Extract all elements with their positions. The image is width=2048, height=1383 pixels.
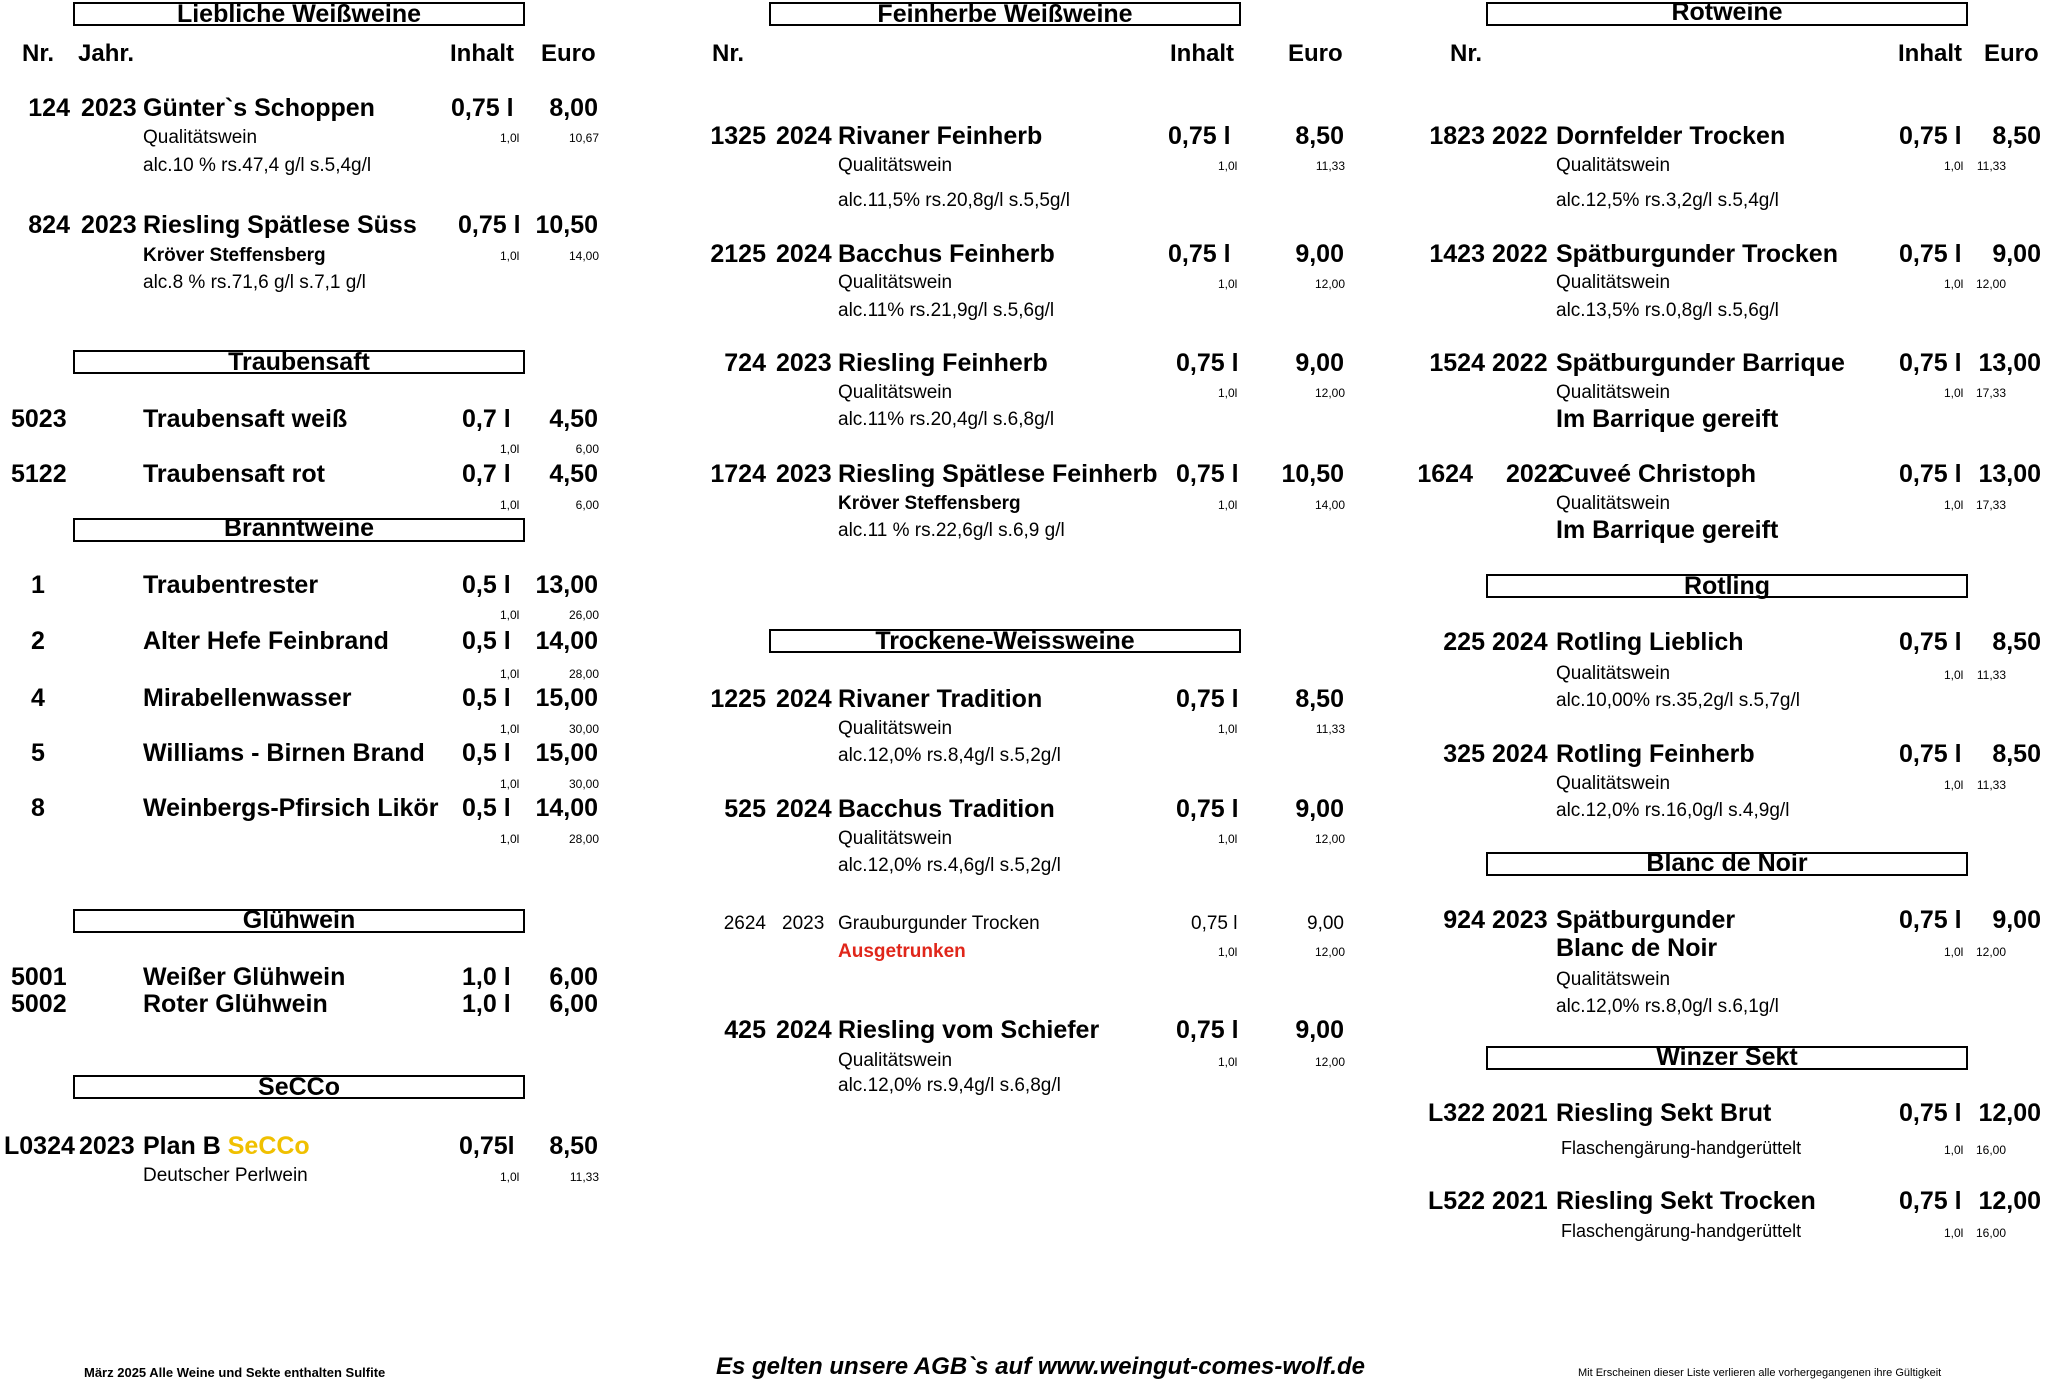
item-analysis: alc.12,0% rs.8,0g/l s.6,1g/l bbox=[1556, 996, 1779, 1017]
item-price: 8,50 bbox=[1992, 122, 2041, 150]
item-volume: 0,5 l bbox=[462, 794, 511, 822]
item-volume: 0,75 l bbox=[1176, 460, 1239, 488]
item-volume: 1,0 l bbox=[462, 990, 511, 1018]
item-literprice: 14,00 bbox=[1314, 498, 1345, 512]
item-price: 12,00 bbox=[1978, 1099, 2041, 1127]
item-name: Günter`s Schoppen bbox=[143, 94, 375, 122]
item-nr: 1 bbox=[31, 571, 45, 599]
item-literprice: 11,33 bbox=[1976, 159, 2006, 173]
item-literprice: 16,00 bbox=[1975, 1143, 2006, 1157]
item-year: 2023 bbox=[81, 211, 137, 239]
item-literprice: 12,00 bbox=[1314, 277, 1345, 291]
item-name: Spätburgunder bbox=[1556, 906, 1736, 934]
item-price: 9,00 bbox=[1295, 1016, 1344, 1044]
item-literprice: 11,33 bbox=[1315, 722, 1345, 736]
item-quality: Deutscher Perlwein bbox=[143, 1165, 308, 1186]
col2-header-nr: Nr. bbox=[712, 40, 745, 67]
item-year: 2022 bbox=[1492, 122, 1548, 150]
item-volume: 0,75 l bbox=[1176, 1016, 1239, 1044]
item-analysis: alc.11% rs.20,4g/l s.6,8g/l bbox=[838, 409, 1055, 430]
item-liter: 1,0l bbox=[500, 1170, 520, 1184]
section-traubensaft: Traubensaft bbox=[73, 350, 525, 374]
item-price: 13,00 bbox=[1978, 460, 2041, 488]
item-price: 10,50 bbox=[1281, 460, 1344, 488]
item-literprice: 17,33 bbox=[1975, 498, 2006, 512]
item-literprice: 11,33 bbox=[1315, 159, 1345, 173]
item-price: 9,00 bbox=[1295, 795, 1344, 823]
item-year: 2022 bbox=[1492, 349, 1548, 377]
item-year: 2021 bbox=[1492, 1187, 1548, 1215]
item-quality: Qualitätswein bbox=[1556, 155, 1671, 176]
item-nr: 8 bbox=[31, 794, 45, 822]
item-quality: Qualitätswein bbox=[838, 1050, 953, 1071]
item-price: 8,50 bbox=[1992, 628, 2041, 656]
section-feinherbe: Feinherbe Weißweine bbox=[769, 2, 1241, 26]
item-liter: 1,0l bbox=[500, 777, 520, 791]
item-literprice: 11,33 bbox=[1976, 778, 2006, 792]
item-analysis: alc.11 % rs.22,6g/l s.6,9 g/l bbox=[838, 520, 1065, 541]
item-nr: 1225 bbox=[710, 685, 766, 713]
item-price: 10,50 bbox=[535, 211, 598, 239]
item-analysis: alc.12,5% rs.3,2g/l s.5,4g/l bbox=[1556, 190, 1779, 211]
item-volume: 0,7 l bbox=[462, 405, 511, 433]
item-name: Riesling Spätlese Süss bbox=[143, 211, 417, 239]
item-nr: 425 bbox=[724, 1016, 766, 1044]
item-nr: 124 bbox=[28, 94, 70, 122]
item-name: Cuveé Christoph bbox=[1556, 460, 1757, 488]
item-volume: 0,75 l bbox=[1899, 349, 1962, 377]
item-analysis: alc.10,00% rs.35,2g/l s.5,7g/l bbox=[1556, 690, 1800, 711]
item-name: Weinbergs-Pfirsich Likör bbox=[143, 794, 439, 822]
item-year: 2021 bbox=[1492, 1099, 1548, 1127]
item-liter: 1,0l bbox=[1218, 1055, 1238, 1069]
section-secco: SeCCo bbox=[73, 1075, 525, 1099]
item-nr: 2624 bbox=[723, 913, 766, 934]
item-liter: 1,0l bbox=[500, 131, 520, 145]
item-name: Traubensaft weiß bbox=[143, 405, 348, 433]
soldout-label: Ausgetrunken bbox=[838, 941, 966, 962]
item-volume: 0,5 l bbox=[462, 739, 511, 767]
section-trockene: Trockene-Weissweine bbox=[769, 629, 1241, 653]
item-year: 2023 bbox=[79, 1132, 135, 1160]
section-blanc: Blanc de Noir bbox=[1486, 852, 1968, 876]
item-quality: Qualitätswein bbox=[838, 272, 953, 293]
item-liter: 1,0l bbox=[1944, 945, 1964, 959]
item-year: 2023 bbox=[776, 349, 832, 377]
item-name: Grauburgunder Trocken bbox=[838, 913, 1040, 934]
item-price: 8,50 bbox=[1992, 740, 2041, 768]
item-nr: 1724 bbox=[710, 460, 766, 488]
item-volume: 0,5 l bbox=[462, 684, 511, 712]
item-literprice: 28,00 bbox=[568, 832, 599, 846]
item-literprice: 28,00 bbox=[568, 667, 599, 681]
item-name: Weißer Glühwein bbox=[143, 963, 346, 991]
item-quality: Qualitätswein bbox=[838, 382, 953, 403]
item-volume: 0,75 l bbox=[1899, 460, 1962, 488]
col2-header-inhalt: Inhalt bbox=[1170, 40, 1234, 67]
footer-agb-link[interactable]: Es gelten unsere AGB`s auf www.weingut-comes-wolf.de bbox=[716, 1353, 1365, 1380]
item-quality: Qualitätswein bbox=[1556, 272, 1671, 293]
item-liter: 1,0l bbox=[1218, 945, 1238, 959]
item-quality: Qualitätswein bbox=[838, 155, 953, 176]
item-literprice: 12,00 bbox=[1314, 945, 1345, 959]
item-name: Riesling vom Schiefer bbox=[838, 1016, 1100, 1044]
item-quality: Qualitätswein bbox=[1556, 969, 1671, 990]
item-nr: 525 bbox=[724, 795, 766, 823]
item-liter: 1,0l bbox=[500, 722, 520, 736]
item-literprice: 11,33 bbox=[1976, 668, 2006, 682]
item-name: Bacchus Tradition bbox=[838, 795, 1055, 823]
item-liter: 1,0l bbox=[1944, 1143, 1964, 1157]
item-name: Riesling Spätlese Feinherb bbox=[838, 460, 1158, 488]
item-price: 8,50 bbox=[549, 1132, 598, 1160]
item-name-accent: SeCCo bbox=[227, 1132, 310, 1160]
item-volume: 0,75 l bbox=[1168, 240, 1231, 268]
item-price: 9,00 bbox=[1307, 913, 1344, 934]
item-liter: 1,0l bbox=[500, 498, 520, 512]
item-nr: 924 bbox=[1443, 906, 1485, 934]
item-volume: 0,75 l bbox=[1168, 122, 1231, 150]
section-rotling: Rotling bbox=[1486, 574, 1968, 598]
item-nr: 1325 bbox=[710, 122, 766, 150]
item-price: 9,00 bbox=[1992, 240, 2041, 268]
item-literprice: 14,00 bbox=[568, 249, 599, 263]
item-liter: 1,0l bbox=[1944, 277, 1964, 291]
item-name: Traubentrester bbox=[143, 571, 319, 599]
item-name: Bacchus Feinherb bbox=[838, 240, 1055, 268]
item-nr: L0324 bbox=[4, 1132, 75, 1160]
item-name: Rotling Lieblich bbox=[1556, 628, 1744, 656]
col1-header-euro: Euro bbox=[541, 40, 596, 67]
item-price: 8,00 bbox=[549, 94, 598, 122]
footer-sulfite-note: März 2025 Alle Weine und Sekte enthalten Sulfite bbox=[84, 1365, 386, 1380]
item-volume: 0,75 l bbox=[1899, 1187, 1962, 1215]
item-price: 9,00 bbox=[1295, 349, 1344, 377]
item-year: 2024 bbox=[776, 795, 832, 823]
item-name: Rotling Feinherb bbox=[1556, 740, 1755, 768]
item-literprice: 30,00 bbox=[568, 722, 599, 736]
col3-header-inhalt: Inhalt bbox=[1898, 40, 1962, 67]
item-price: 8,50 bbox=[1295, 685, 1344, 713]
item-name: Rivaner Feinherb bbox=[838, 122, 1043, 150]
item-quality: Flaschengärung-handgerüttelt bbox=[1561, 1221, 1802, 1241]
item-liter: 1,0l bbox=[1218, 159, 1238, 173]
item-liter: 1,0l bbox=[1218, 277, 1238, 291]
item-name: Alter Hefe Feinbrand bbox=[143, 627, 389, 655]
item-year: 2023 bbox=[81, 94, 137, 122]
item-volume: 0,75l bbox=[459, 1132, 515, 1160]
col1-header-jahr: Jahr. bbox=[78, 40, 135, 67]
item-volume: 0,5 l bbox=[462, 571, 511, 599]
item-quality: Qualitätswein bbox=[143, 127, 258, 148]
item-analysis: alc.11,5% rs.20,8g/l s.5,5g/l bbox=[838, 190, 1070, 211]
section-gluehwein: Glühwein bbox=[73, 909, 525, 933]
item-quality: Kröver Steffensberg bbox=[838, 493, 1021, 514]
item-price: 4,50 bbox=[549, 405, 598, 433]
footer-validity-note: Mit Erscheinen dieser Liste verlieren alle vorhergegangenen ihre Gültigkeit bbox=[1578, 1367, 1942, 1379]
item-liter: 1,0l bbox=[1944, 668, 1964, 682]
item-year: 2024 bbox=[1492, 740, 1548, 768]
item-liter: 1,0l bbox=[500, 249, 520, 263]
item-literprice: 11,33 bbox=[569, 1170, 599, 1184]
item-nr: L522 bbox=[1428, 1187, 1485, 1215]
item-name: Williams - Birnen Brand bbox=[143, 739, 425, 767]
item-quality: Kröver Steffensberg bbox=[143, 245, 326, 266]
item-analysis: alc.12,0% rs.9,4g/l s.6,8g/l bbox=[838, 1075, 1061, 1096]
section-branntweine: Branntweine bbox=[73, 518, 525, 542]
item-nr: 225 bbox=[1443, 628, 1485, 656]
item-nr: 2 bbox=[31, 627, 45, 655]
item-liter: 1,0l bbox=[500, 832, 520, 846]
item-year: 2023 bbox=[776, 460, 832, 488]
item-quality: Qualitätswein bbox=[838, 828, 953, 849]
item-year: 2022 bbox=[1506, 460, 1562, 488]
item-literprice: 12,00 bbox=[1975, 277, 2006, 291]
item-nr: 824 bbox=[28, 211, 70, 239]
item-price: 8,50 bbox=[1295, 122, 1344, 150]
item-nr: L322 bbox=[1428, 1099, 1485, 1127]
item-price: 6,00 bbox=[549, 963, 598, 991]
item-price: 15,00 bbox=[535, 684, 598, 712]
item-name: Riesling Sekt Brut bbox=[1556, 1099, 1772, 1127]
item-analysis: alc.12,0% rs.16,0g/l s.4,9g/l bbox=[1556, 800, 1790, 821]
item-price: 6,00 bbox=[549, 990, 598, 1018]
item-literprice: 6,00 bbox=[575, 442, 599, 456]
item-analysis: alc.12,0% rs.4,6g/l s.5,2g/l bbox=[838, 855, 1061, 876]
item-nr: 5002 bbox=[11, 990, 67, 1018]
item-literprice: 26,00 bbox=[568, 608, 599, 622]
item-name: Spätburgunder Barrique bbox=[1556, 349, 1845, 377]
item-literprice: 12,00 bbox=[1314, 386, 1345, 400]
item-nr: 1524 bbox=[1429, 349, 1485, 377]
item-literprice: 12,00 bbox=[1975, 945, 2006, 959]
item-name: Mirabellenwasser bbox=[143, 684, 352, 712]
item-liter: 1,0l bbox=[500, 442, 520, 456]
item-analysis: alc.10 % rs.47,4 g/l s.5,4g/l bbox=[143, 155, 372, 176]
item-literprice: 30,00 bbox=[568, 777, 599, 791]
col2-header-euro: Euro bbox=[1288, 40, 1343, 67]
item-volume: 0,7 l bbox=[462, 460, 511, 488]
item-nr: 5 bbox=[31, 739, 45, 767]
item-quality: Qualitätswein bbox=[1556, 382, 1671, 403]
item-liter: 1,0l bbox=[500, 667, 520, 681]
col3-header-nr: Nr. bbox=[1450, 40, 1483, 67]
item-name-main: Plan B bbox=[143, 1132, 228, 1160]
item-literprice: 10,67 bbox=[568, 131, 599, 145]
section-sekt: Winzer Sekt bbox=[1486, 1046, 1968, 1070]
item-year: 2024 bbox=[776, 685, 832, 713]
item-price: 12,00 bbox=[1978, 1187, 2041, 1215]
item-volume: 0,75 l bbox=[458, 211, 521, 239]
item-price: 9,00 bbox=[1992, 906, 2041, 934]
item-volume: 1,0 l bbox=[462, 963, 511, 991]
section-rotweine: Rotweine bbox=[1486, 2, 1968, 26]
item-year: 2024 bbox=[776, 122, 832, 150]
item-quality: Flaschengärung-handgerüttelt bbox=[1561, 1138, 1802, 1158]
item-literprice: 12,00 bbox=[1314, 832, 1345, 846]
item-year: 2023 bbox=[782, 913, 825, 934]
item-volume: 0,75 l bbox=[1176, 685, 1239, 713]
item-volume: 0,75 l bbox=[1176, 795, 1239, 823]
item-volume: 0,75 l bbox=[1191, 913, 1238, 934]
item-liter: 1,0l bbox=[1944, 386, 1964, 400]
section-liebliche: Liebliche Weißweine bbox=[73, 2, 525, 26]
item-price: 13,00 bbox=[1978, 349, 2041, 377]
item-nr: 325 bbox=[1443, 740, 1485, 768]
item-analysis: alc.13,5% rs.0,8g/l s.5,6g/l bbox=[1556, 300, 1779, 321]
item-quality: Qualitätswein bbox=[838, 718, 953, 739]
item-liter: 1,0l bbox=[1218, 722, 1238, 736]
item-volume: 0,75 l bbox=[1899, 122, 1962, 150]
item-quality: Qualitätswein bbox=[1556, 663, 1671, 684]
item-liter: 1,0l bbox=[1944, 778, 1964, 792]
item-volume: 0,75 l bbox=[1899, 628, 1962, 656]
item-analysis: alc.12,0% rs.8,4g/l s.5,2g/l bbox=[838, 745, 1061, 766]
item-name bbox=[143, 1134, 310, 1159]
item-name-line2: Blanc de Noir bbox=[1556, 934, 1718, 962]
col1-header-inhalt: Inhalt bbox=[450, 40, 514, 67]
item-nr: 4 bbox=[31, 684, 45, 712]
item-volume: 0,75 l bbox=[1899, 240, 1962, 268]
item-nr: 5023 bbox=[11, 405, 67, 433]
item-analysis: alc.11% rs.21,9g/l s.5,6g/l bbox=[838, 300, 1055, 321]
item-volume: 0,75 l bbox=[1899, 740, 1962, 768]
col3-header-euro: Euro bbox=[1984, 40, 2039, 67]
item-liter: 1,0l bbox=[500, 608, 520, 622]
item-year: 2022 bbox=[1492, 240, 1548, 268]
item-literprice: 17,33 bbox=[1975, 386, 2006, 400]
item-price: 14,00 bbox=[535, 627, 598, 655]
item-note: Im Barrique gereift bbox=[1556, 516, 1779, 544]
item-name: Riesling Feinherb bbox=[838, 349, 1048, 377]
item-year: 2024 bbox=[776, 1016, 832, 1044]
item-literprice: 16,00 bbox=[1975, 1226, 2006, 1240]
item-nr: 724 bbox=[724, 349, 766, 377]
item-name: Traubensaft rot bbox=[143, 460, 325, 488]
item-price: 14,00 bbox=[535, 794, 598, 822]
item-note: Im Barrique gereift bbox=[1556, 405, 1779, 433]
item-name: Dornfelder Trocken bbox=[1556, 122, 1786, 150]
item-volume: 0,75 l bbox=[1899, 906, 1962, 934]
item-price: 15,00 bbox=[535, 739, 598, 767]
item-quality: Qualitätswein bbox=[1556, 493, 1671, 514]
item-year: 2023 bbox=[1492, 906, 1548, 934]
item-literprice: 6,00 bbox=[575, 498, 599, 512]
item-nr: 5001 bbox=[11, 963, 67, 991]
item-name: Riesling Sekt Trocken bbox=[1556, 1187, 1816, 1215]
item-liter: 1,0l bbox=[1218, 386, 1238, 400]
item-nr: 1823 bbox=[1429, 122, 1485, 150]
item-nr: 1423 bbox=[1429, 240, 1485, 268]
item-liter: 1,0l bbox=[1218, 832, 1238, 846]
item-year: 2024 bbox=[1492, 628, 1548, 656]
item-name: Roter Glühwein bbox=[143, 990, 328, 1018]
item-year: 2024 bbox=[776, 240, 832, 268]
item-price: 13,00 bbox=[535, 571, 598, 599]
item-analysis: alc.8 % rs.71,6 g/l s.7,1 g/l bbox=[143, 272, 366, 293]
item-price: 9,00 bbox=[1295, 240, 1344, 268]
item-volume: 0,5 l bbox=[462, 627, 511, 655]
item-liter: 1,0l bbox=[1944, 498, 1964, 512]
item-volume: 0,75 l bbox=[1899, 1099, 1962, 1127]
item-nr: 1624 bbox=[1417, 460, 1473, 488]
item-nr: 5122 bbox=[11, 460, 67, 488]
item-liter: 1,0l bbox=[1944, 159, 1964, 173]
item-name: Rivaner Tradition bbox=[838, 685, 1043, 713]
item-quality: Qualitätswein bbox=[1556, 773, 1671, 794]
item-name: Spätburgunder Trocken bbox=[1556, 240, 1838, 268]
col1-header-nr: Nr. bbox=[22, 40, 55, 67]
item-liter: 1,0l bbox=[1218, 498, 1238, 512]
item-nr: 2125 bbox=[710, 240, 766, 268]
item-liter: 1,0l bbox=[1944, 1226, 1964, 1240]
item-literprice: 12,00 bbox=[1314, 1055, 1345, 1069]
item-price: 4,50 bbox=[549, 460, 598, 488]
item-volume: 0,75 l bbox=[1176, 349, 1239, 377]
item-volume: 0,75 l bbox=[451, 94, 514, 122]
